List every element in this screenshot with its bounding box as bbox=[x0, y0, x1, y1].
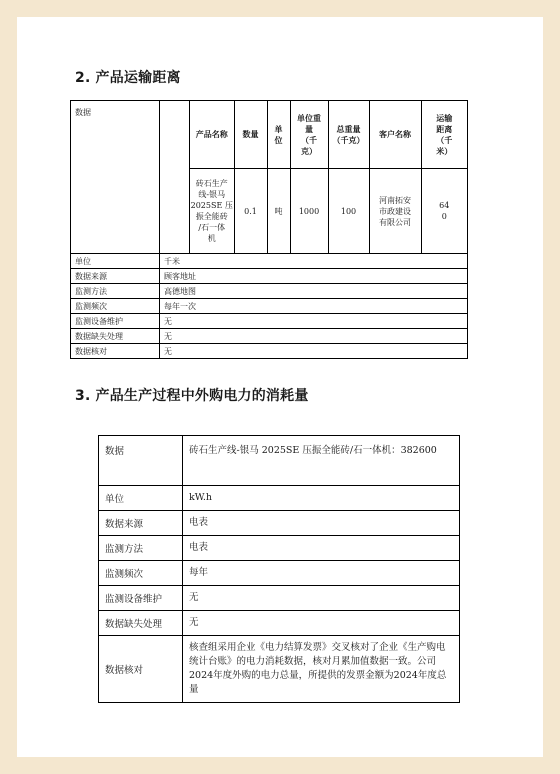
meta-row bbox=[71, 269, 468, 284]
table-row bbox=[99, 611, 460, 636]
table-row bbox=[99, 586, 460, 611]
row-label: 数据核对 bbox=[99, 636, 183, 703]
table-row bbox=[99, 436, 460, 486]
transport-distance-table bbox=[70, 100, 468, 359]
table-cell: 河南拓安 市政建设 有限公司 bbox=[369, 169, 421, 254]
spacer-cell bbox=[160, 101, 190, 254]
meta-row bbox=[71, 344, 468, 359]
row-value: 无 bbox=[183, 586, 460, 611]
meta-row bbox=[71, 329, 468, 344]
row-label: 单位 bbox=[99, 486, 183, 511]
meta-label: 监测设备维护 bbox=[71, 314, 160, 329]
row-label: 数据缺失处理 bbox=[99, 611, 183, 636]
meta-row bbox=[71, 299, 468, 314]
row-value: 每年 bbox=[183, 561, 460, 586]
meta-value: 每年一次 bbox=[160, 299, 468, 314]
row-value: 电表 bbox=[183, 511, 460, 536]
col-header: 总重量 （千克） bbox=[328, 101, 369, 169]
row-label: 数据来源 bbox=[99, 511, 183, 536]
section-3-heading: 3. 产品生产过程中外购电力的消耗量 bbox=[75, 388, 309, 404]
meta-value: 无 bbox=[160, 329, 468, 344]
table-row bbox=[99, 486, 460, 511]
row-value: 砖石生产线-银马 2025SE 压振全能砖/石一体机：382600 bbox=[183, 436, 460, 486]
meta-label: 监测方法 bbox=[71, 284, 160, 299]
row-label: 数据 bbox=[99, 436, 183, 486]
row-value: 核查组采用企业《电力结算发票》交叉核对了企业《生产购电统计台账》的电力消耗数据，核对月累加值数据一致。公司2024年度外购的电力总量，所提供的发票金额为2024年度总量 bbox=[183, 636, 460, 703]
meta-value: 顾客地址 bbox=[160, 269, 468, 284]
row-label: 监测设备维护 bbox=[99, 586, 183, 611]
table-row bbox=[99, 636, 460, 703]
product-table-header bbox=[190, 101, 467, 169]
electricity-consumption-table bbox=[98, 435, 460, 703]
section-2-heading: 2. 产品运输距离 bbox=[75, 70, 181, 86]
row-label: 监测频次 bbox=[99, 561, 183, 586]
table-cell: 0.1 bbox=[234, 169, 267, 254]
table-row bbox=[99, 511, 460, 536]
meta-label: 单位 bbox=[71, 254, 160, 269]
table-cell: 100 bbox=[328, 169, 369, 254]
meta-label: 数据核对 bbox=[71, 344, 160, 359]
table-cell: 吨 bbox=[267, 169, 290, 254]
meta-label: 监测频次 bbox=[71, 299, 160, 314]
meta-row bbox=[71, 284, 468, 299]
meta-row bbox=[71, 314, 468, 329]
table-row bbox=[99, 561, 460, 586]
row-value: kW.h bbox=[183, 486, 460, 511]
col-header: 运输 距离 （千 米） bbox=[421, 101, 467, 169]
meta-label: 数据来源 bbox=[71, 269, 160, 284]
meta-value: 无 bbox=[160, 314, 468, 329]
row-label: 监测方法 bbox=[99, 536, 183, 561]
data-row bbox=[71, 101, 468, 254]
col-header: 产品名称 bbox=[190, 101, 234, 169]
product-table bbox=[190, 101, 467, 253]
table-row bbox=[99, 536, 460, 561]
data-label: 数据 bbox=[71, 101, 160, 254]
col-header: 单 位 bbox=[267, 101, 290, 169]
meta-value: 高德地图 bbox=[160, 284, 468, 299]
table-cell: 砖石生产 线-银马 2025SE 压 振全能砖 /石一体 机 bbox=[190, 169, 234, 254]
table-row bbox=[190, 169, 467, 254]
meta-row bbox=[71, 254, 468, 269]
col-header: 数量 bbox=[234, 101, 267, 169]
meta-value: 千米 bbox=[160, 254, 468, 269]
col-header: 客户名称 bbox=[369, 101, 421, 169]
table-cell: 64 0 bbox=[421, 169, 467, 254]
row-value: 电表 bbox=[183, 536, 460, 561]
meta-value: 无 bbox=[160, 344, 468, 359]
table-cell: 1000 bbox=[290, 169, 328, 254]
row-value: 无 bbox=[183, 611, 460, 636]
col-header: 单位重 量 （千 克） bbox=[290, 101, 328, 169]
meta-label: 数据缺失处理 bbox=[71, 329, 160, 344]
